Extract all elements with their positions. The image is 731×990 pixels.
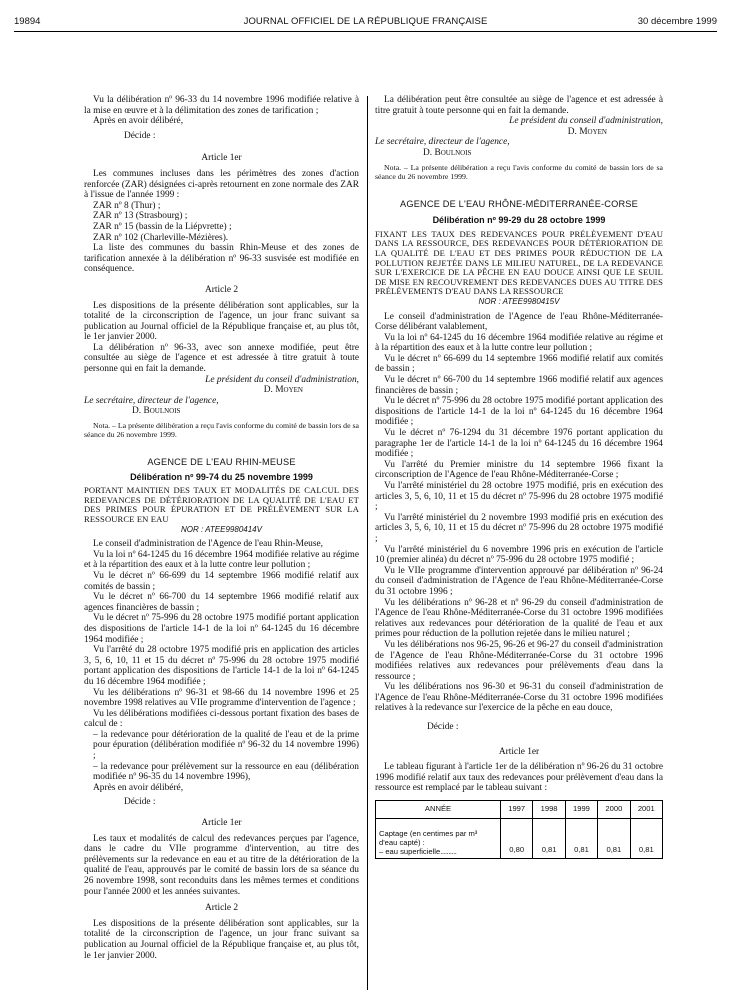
paragraph: Vu le VIIe programme d'intervention approuvé par délibération nº 96-24 du conseil d'administration de l'Agence de l'eau Rhône-Méditerranée-Corse du 31 octobre 1996 ; (375, 565, 663, 597)
signature-name: D. Moyen (567, 126, 607, 137)
column-header: 1998 (533, 801, 565, 819)
table-header-row (376, 801, 663, 819)
page-header (14, 16, 717, 30)
journal-title: JOURNAL OFFICIEL DE LA RÉPUBLIQUE FRANÇAISE (243, 16, 488, 27)
decide-label: Décide : (124, 797, 156, 808)
paragraph: Vu le décret nº 66-699 du 14 septembre 1966 modifié relatif aux comités de bassin ; (375, 353, 663, 375)
right-column (375, 95, 663, 859)
deliberation-subject: PORTANT MAINTIEN DES TAUX ET MODALITÉS DE CALCUL DES REDEVANCES DE DÉTÉRIORATION DE LA QUALITÉ DE L'EAU ET DES PRIMES POUR ÉPURATION ET DE PRÉLÈVEMENT SUR LA RESSOURCE EN EAU (84, 485, 359, 524)
article-title: Article 2 (204, 903, 239, 914)
paragraph: Vu le décret nº 76-1294 du 31 décembre 1976 portant application du paragraphe 1er de l'article 14-1 de la loi nº 64-1245 du 16 décembre 1964 modifiée ; (375, 428, 663, 460)
signature-name: D. Boulnois (423, 147, 472, 158)
nor-reference: NOR : ATEE9980415V (478, 296, 560, 306)
table-cell: 0,81 (565, 819, 597, 859)
list-item: ZAR nº 13 (Strasbourg) ; (93, 211, 188, 222)
article-title: Article 1er (201, 818, 242, 829)
paragraph: Après en avoir délibéré, (93, 116, 184, 127)
paragraph: Vu le décret nº 66-700 du 14 septembre 1966 modifié relatif aux agences financières de bassin ; (375, 375, 663, 396)
table-cell: 0,81 (630, 819, 662, 859)
paragraph: Le tableau figurant à l'article 1er de la délibération nº 96-26 du 31 octobre 1996 modifié relatif aux taux des redevances pour prélèvement d'eau dans la ressource est remplacé par le tableau suivant : (375, 762, 663, 794)
paragraph: La liste des communes du bassin Rhin-Meuse et des zones de tarification annexée à la délibération nº 96-33 susvisée est modifiée en conséquence. (84, 243, 359, 275)
paragraph: Vu les délibérations nº 96-31 et 98-66 du 14 novembre 1996 et 25 novembre 1998 relatives au VIIe programme d'intervention de l'agence ; (84, 687, 359, 709)
paragraph: Les dispositions de la présente délibération sont applicables, sur la totalité de la circonscription de l'agence, un jour franc suivant sa publication au Journal officiel de la République française et, au plus tôt, le 1er janvier 2000. (84, 300, 359, 343)
paragraph: Les taux et modalités de calcul des redevances perçues par l'agence, dans le cadre du VIIe programme d'intervention, au titre des prélèvements sur la redevance en eau et au titre de la détérioration de la qualité de l'eau, approuvés par le comité de bassin lors de sa séance du 26 novembre 1998, sont reconduits dans les mêmes termes et conditions pour l'année 2000 et les années suivantes. (84, 833, 359, 897)
paragraph: Le conseil d'administration de l'Agence de l'eau Rhône-Méditerranée-Corse délibérant valablement, (375, 311, 663, 333)
paragraph: Vu l'arrêté ministériel du 28 octobre 1975 modifié, pris en exécution des articles 3, 5, 6, 10, 11 et 15 du décret nº 75-996 du 28 octobre 1975 modifié ; (375, 481, 663, 513)
list-item: ZAR nº 15 (bassin de la Liépvrette) ; (93, 221, 232, 232)
signature-name: D. Moyen (263, 385, 303, 396)
signature-title: Le secrétaire, directeur de l'agence, (375, 137, 510, 148)
paragraph: Après en avoir délibéré, (93, 782, 184, 793)
paragraph: Vu la loi nº 64-1245 du 16 décembre 1964 modifiée relative au régime et à la répartition des eaux et à la lutte contre leur pollution ; (84, 549, 359, 571)
paragraph: Le conseil d'administration de l'Agence de l'eau Rhin-Meuse, (93, 539, 323, 550)
signature-title: Le secrétaire, directeur de l'agence, (84, 395, 219, 406)
paragraph: Vu l'arrêté ministériel du 2 novembre 1993 modifié pris en exécution des articles 3, 5, 6, 10, 11 et 15 du décret nº 75-996 du 28 octobre 1975 modifié ; (375, 512, 663, 544)
paragraph: Vu l'arrêté ministériel du 6 novembre 1996 pris en exécution de l'article 10 (premier alinéa) du décret nº 75-996 du 28 octobre 1975 modifié ; (375, 544, 663, 566)
paragraph: Vu le décret nº 66-699 du 14 septembre 1966 modifié relatif aux comités de bassin ; (84, 570, 359, 592)
page-number: 19894 (14, 16, 41, 27)
paragraph: Les dispositions de la présente délibération sont applicables, sur la totalité de la circonscription de l'agence, un jour franc suivant sa publication au Journal officiel de la République française et, au plus tôt, le 1er janvier 2000. (84, 918, 359, 961)
deliberation-subject: FIXANT LES TAUX DES REDEVANCES POUR PRÉLÈVEMENT D'EAU DANS LA RESSOURCE, DES REDEVANCES POUR DÉTÉRIORATION DE LA QUALITÉ DE L'EAU ET DES PRIMES POUR RÉDUCTION DE LA POLLUTION REJETÉE DANS LE MILIEU NATUREL, DE LA REDEVANCE SUR L'EXERCICE DE LA PÊCHE EN EAU DOUCE AINSI QUE LE SEUIL DE MISE EN RECOUVREMENT DES REDEVANCES DUES AU TITRE DES PRÉLÈVEMENTS D'EAU DANS LA RESSOURCE (375, 228, 663, 297)
signature-title: Le président du conseil d'administration, (205, 374, 359, 385)
left-column (84, 95, 359, 961)
row-label: Captage (en centimes par m³ d'eau capté) : – eau superficielle.......... (376, 819, 501, 859)
column-header: 1997 (501, 801, 533, 819)
header-rule (14, 31, 717, 32)
article-title: Article 1er (201, 153, 242, 164)
table-row (376, 819, 663, 859)
list-item: – la redevance pour prélèvement sur la ressource en eau (délibération modifiée nº 96-35 du 14 novembre 1996), (93, 761, 359, 783)
nota: Nota. – La présente délibération a reçu l'avis conforme du comité de bassin lors de sa séance du 26 novembre 1999. (375, 162, 663, 181)
paragraph: Vu l'arrêté du 28 octobre 1975 modifié pris en application des articles 3, 5, 6, 10, 11 et 15 du décret nº 75-996 du 28 octobre 1975 modifié portant application des dispositions de l'article 14-1 de la loi nº 64-1245 du 16 décembre 1964 modifiée ; (84, 645, 359, 687)
column-header: ANNÉE (376, 801, 501, 819)
paragraph: Vu le décret nº 75-996 du 28 octobre 1975 modifié portant application des dispositions de l'article 14-1 de la loi nº 64-1245 du 16 décembre 1964 modifiée ; (84, 613, 359, 645)
agency-heading: AGENCE DE L'EAU RHÔNE-MÉDITERRANÉE-CORSE (400, 198, 638, 209)
paragraph: Vu les délibérations nº 96-28 et nº 96-29 du conseil d'administration de l'Agence de l'eau Rhône-Méditerranée-Corse du 31 octobre 1996 modifiées relatives aux redevances pour détérioration de la qualité de l'eau et aux primes pour réduction de la pollution rejetée dans le milieu naturel ; (375, 597, 663, 640)
list-item: ZAR nº 102 (Charleville-Mézières). (93, 232, 229, 243)
signature-title: Le président du conseil d'administration, (509, 116, 663, 127)
paragraph: Vu la délibération nº 96-33 du 14 novembre 1996 modifiée relative à la mise en œuvre et à la délimitation des zones de tarification ; (84, 95, 359, 116)
article-title: Article 1er (498, 746, 540, 757)
deliberation-title: Délibération nº 99-29 du 28 octobre 1999 (432, 215, 606, 226)
paragraph: Vu le décret nº 66-700 du 14 septembre 1966 modifié relatif aux agences financières de bassin ; (84, 592, 359, 613)
signature-name: D. Boulnois (132, 406, 181, 417)
paragraph: La délibération peut être consultée au siège de l'agence et est adressée à titre gratuit à toute personne qui en fait la demande. (375, 95, 663, 116)
paragraph: Vu les délibérations nos 96-25, 96-26 et 96-27 du conseil d'administration de l'Agence de l'eau Rhône-Méditerranée-Corse du 31 octobre 1996 modifiées relatives aux redevances pour prélèvements d'eau dans la ressource ; (375, 639, 663, 682)
nota: Nota. – La présente délibération a reçu l'avis conforme du comité de bassin lors de sa séance du 26 novembre 1999. (84, 421, 359, 440)
list-item: ZAR nº 8 (Thur) ; (93, 200, 161, 211)
paragraph: Les communes incluses dans les périmètres des zones d'action renforcée (ZAR) désignées ci-après retournent en zone normale des ZAR à l'issue de l'année 1999 : (84, 168, 359, 201)
list-item: – la redevance pour détérioration de la qualité de l'eau et de la prime pour épuration (délibération modifiée nº 96-32 du 14 novembre 1996) ; (93, 729, 359, 762)
column-divider (367, 96, 368, 990)
paragraph: Vu le décret nº 75-996 du 28 octobre 1975 modifié portant application des dispositions de l'article 14-1 de la loi nº 64-1245 du 16 décembre 1964 modifiée ; (375, 396, 663, 428)
paragraph: Vu la loi nº 64-1245 du 16 décembre 1964 modifiée relative au régime et à la répartition des eaux et à la lutte contre leur pollution ; (375, 332, 663, 354)
paragraph: Vu l'arrêté du Premier ministre du 14 septembre 1966 fixant la circonscription de l'Agence de l'eau Rhône-Méditerranée-Corse ; (375, 459, 663, 481)
table-cell: 0,81 (533, 819, 565, 859)
issue-date: 30 décembre 1999 (637, 16, 717, 27)
agency-heading: AGENCE DE L'EAU RHIN-MEUSE (147, 457, 296, 468)
deliberation-title: Délibération nº 99-74 du 25 novembre 1999 (130, 471, 313, 482)
table-cell: 0,80 (501, 819, 533, 859)
paragraph: La délibération nº 96-33, avec son annexe modifiée, peut être consultée au siège de l'agence et est adressée à titre gratuit à toute personne qui en fait la demande. (84, 342, 359, 375)
nor-reference: NOR : ATEE9980414V (181, 524, 262, 534)
paragraph: Vu les délibérations modifiées ci-dessous portant fixation des bases de calcul de : (84, 708, 359, 730)
column-header: 2000 (598, 801, 630, 819)
decide-label: Décide : (124, 130, 156, 141)
article-title: Article 2 (204, 284, 239, 295)
column-header: 2001 (630, 801, 662, 819)
paragraph: Vu les délibérations nos 96-30 et 96-31 du conseil d'administration de l'Agence de l'eau Rhône-Méditerranée-Corse du 31 octobre 1996 modifiées relatives à la redevance sur l'exercice de la pêche en eau douce, (375, 682, 663, 714)
rates-table (375, 800, 663, 859)
decide-label: Décide : (427, 722, 459, 733)
column-header: 1999 (565, 801, 597, 819)
table-cell: 0,81 (598, 819, 630, 859)
